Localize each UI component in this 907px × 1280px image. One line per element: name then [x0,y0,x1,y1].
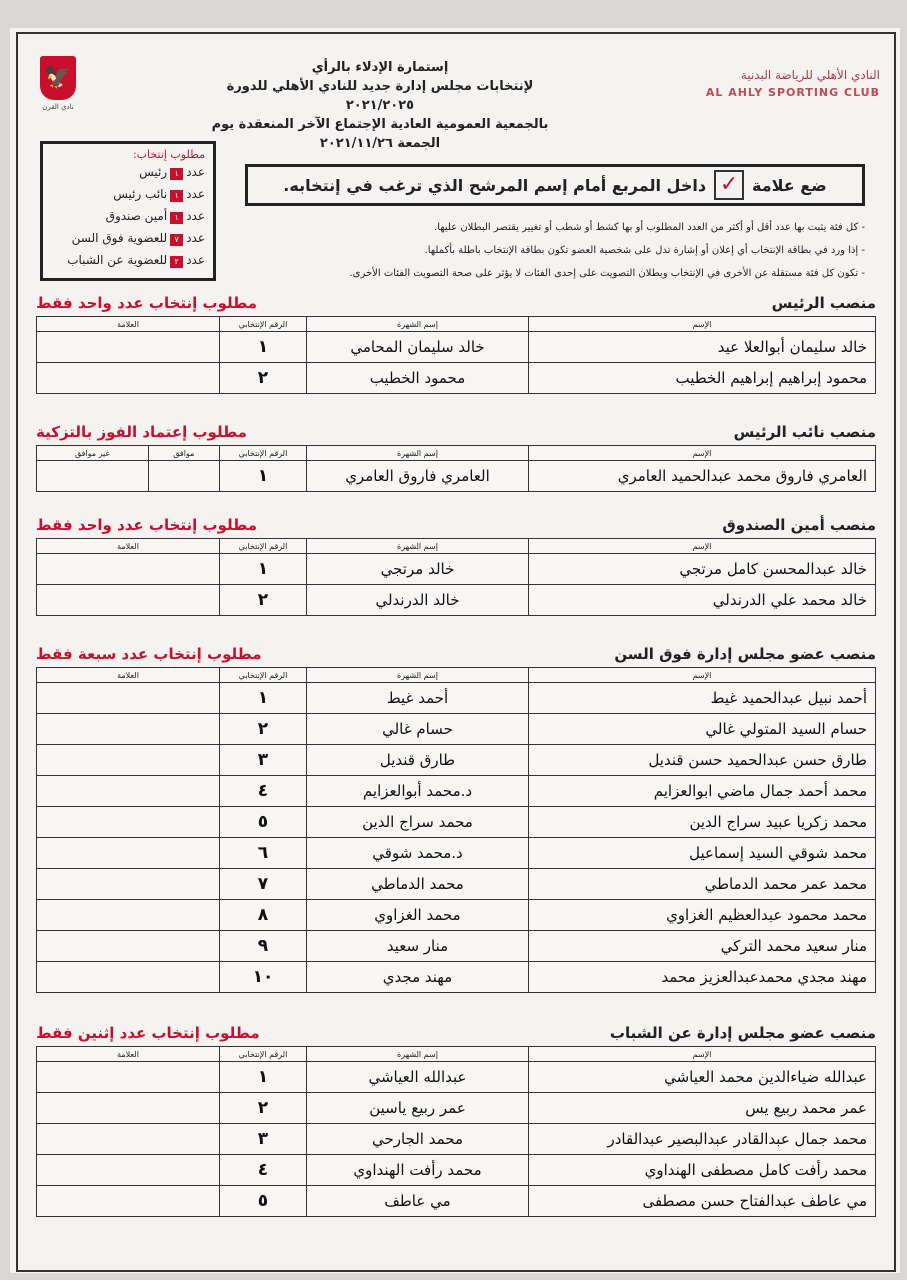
required-word: عدد [186,231,205,245]
required-count: ٧ [170,234,183,246]
candidate-name: عمر محمد ربيع يس [529,1093,876,1124]
mark-box[interactable] [37,1124,220,1155]
required-count: ١ [170,212,183,224]
col-mark: العلامة [37,539,220,554]
section-title: منصب أمين الصندوق [722,516,876,534]
section-title: منصب عضو مجلس إدارة عن الشباب [609,1024,876,1042]
mark-box[interactable] [37,931,220,962]
required-word: عدد [186,209,205,223]
header-line: لإنتخابات مجلس إدارة جديد للنادي الأهلي للدورة ٢٠٢١/٢٠٢٥ [226,79,534,113]
required-word: عدد [186,187,205,201]
candidate-name: خالد سليمان أبوالعلا عيد [529,332,876,363]
candidate-name: محمد عمر محمد الدماطي [529,869,876,900]
col-nickname: إسم الشهرة [307,668,529,683]
table-row [37,1186,876,1217]
mark-box[interactable] [37,869,220,900]
candidates-table [36,316,876,394]
club-name-arabic: النادي الأهلي للرياضة البدنية [740,68,880,82]
required-label: للعضوية عن الشباب [67,253,168,267]
agree-box[interactable] [148,461,219,492]
candidate-nickname: عمر ربيع ياسين [307,1093,529,1124]
table-row [37,931,876,962]
candidate-name: خالد محمد علي الدرندلي [529,585,876,616]
table-row [37,1124,876,1155]
section-1 [36,423,876,492]
candidate-nickname: عبدالله العياشي [307,1062,529,1093]
header-line: بالجمعية العمومية العادية الإجتماع الآخر المنعقدة يوم الجمعة ٢٠٢١/١١/٢٦ [211,117,549,151]
candidate-name: مي عاطف عبدالفتاح حسن مصطفى [529,1186,876,1217]
candidate-name: محمد جمال عبدالقادر عبدالبصير عبدالقادر [529,1124,876,1155]
table-row [37,776,876,807]
candidate-nickname: محمد رأفت الهنداوي [307,1155,529,1186]
col-agree: موافق [148,446,219,461]
candidate-number: ٤ [220,1155,307,1186]
col-name: الإسم [529,317,876,332]
candidate-nickname: خالد الدرندلي [307,585,529,616]
mark-box[interactable] [37,900,220,931]
club-name [706,68,880,99]
required-item [51,205,205,227]
candidate-nickname: أحمد غيط [307,683,529,714]
table-row [37,869,876,900]
col-mark: العلامة [37,1047,220,1062]
instruction-text: داخل المربع أمام إسم المرشح الذي ترغب في إنتخابه. [283,175,707,195]
candidates-table [36,667,876,993]
table-row [37,714,876,745]
candidate-number: ٢ [220,585,307,616]
required-label: أمين صندوق [105,209,168,223]
col-mark: العلامة [37,317,220,332]
required-item [51,249,205,271]
candidate-nickname: محمد الدماطي [307,869,529,900]
required-count: ١ [170,190,183,202]
section-0 [36,294,876,394]
candidate-number: ٧ [220,869,307,900]
rules-list [245,216,865,285]
col-nickname: إسم الشهرة [307,317,529,332]
section-note: مطلوب إنتخاب عدد واحد فقط [36,294,258,312]
instruction-box [245,164,865,206]
candidate-name: محمد زكريا عبيد سراج الدين [529,807,876,838]
mark-box[interactable] [37,585,220,616]
candidate-name: حسام السيد المتولي غالي [529,714,876,745]
candidate-nickname: خالد مرتجي [307,554,529,585]
table-row [37,554,876,585]
col-number: الرقم الإنتخابي [220,1047,307,1062]
col-name: الإسم [529,1047,876,1062]
col-name: الإسم [529,668,876,683]
mark-box[interactable] [37,1155,220,1186]
table-row [37,1062,876,1093]
col-number: الرقم الإنتخابي [220,446,307,461]
candidate-nickname: د.محمد شوقي [307,838,529,869]
mark-box[interactable] [37,807,220,838]
table-row [37,1093,876,1124]
section-2 [36,516,876,616]
required-item [51,161,205,183]
club-name-english: AL AHLY SPORTING CLUB [705,86,880,99]
section-note: مطلوب إعتماد الفوز بالتزكية [36,423,247,441]
table-row [37,1155,876,1186]
candidate-name: محمد شوقي السيد إسماعيل [529,838,876,869]
candidate-number: ٦ [220,838,307,869]
candidate-name: محمد محمود عبدالعظيم الغزاوي [529,900,876,931]
required-count: ١ [170,168,183,180]
mark-box[interactable] [37,838,220,869]
col-name: الإسم [529,539,876,554]
mark-box[interactable] [37,745,220,776]
candidate-nickname: محمد سراج الدين [307,807,529,838]
candidate-name: محمد رأفت كامل مصطفى الهنداوي [529,1155,876,1186]
required-count: ٢ [170,256,183,268]
table-row [37,683,876,714]
required-word: عدد [186,165,205,179]
candidates-table [36,538,876,616]
table-row [37,461,876,492]
col-number: الرقم الإنتخابي [220,539,307,554]
col-nickname: إسم الشهرة [307,539,529,554]
candidate-name: طارق حسن عبدالحميد حسن قنديل [529,745,876,776]
candidate-nickname: محمد الغزاوي [307,900,529,931]
col-disagree: غير موافق [37,446,149,461]
candidate-number: ١ [220,554,307,585]
mark-box[interactable] [37,1186,220,1217]
table-row [37,807,876,838]
candidate-nickname: حسام غالي [307,714,529,745]
candidate-number: ٢ [220,714,307,745]
mark-box[interactable] [37,363,220,394]
candidate-nickname: محمود الخطيب [307,363,529,394]
rule: - كل فئة يثبت بها عدد أقل أو أكثر من العدد المطلوب أو بها كشط أو شطب أو تغيير يقتصر البطلان عليها. [434,222,865,233]
section-note: مطلوب إنتخاب عدد واحد فقط [36,516,258,534]
required-label: رئيس [139,165,168,179]
mark-box[interactable] [37,776,220,807]
mark-box[interactable] [37,1093,220,1124]
section-note: مطلوب إنتخاب عدد سبعة فقط [36,645,262,663]
form-header [210,58,550,153]
candidate-number: ٤ [220,776,307,807]
candidate-nickname: مي عاطف [307,1186,529,1217]
section-title: منصب الرئيس [771,294,876,312]
candidate-name: العامري فاروق محمد عبدالحميد العامري [529,461,876,492]
required-label: نائب رئيس [113,187,168,201]
col-nickname: إسم الشهرة [307,446,529,461]
col-nickname: إسم الشهرة [307,1047,529,1062]
candidate-name: محمد أحمد جمال ماضي ابوالعزايم [529,776,876,807]
candidate-nickname: طارق قنديل [307,745,529,776]
instruction-text: ضع علامة [752,175,827,195]
col-number: الرقم الإنتخابي [220,317,307,332]
eagle-icon: 🦅 [40,56,76,100]
candidate-number: ١ [220,683,307,714]
candidate-nickname: د.محمد أبوالعزايم [307,776,529,807]
col-name: الإسم [529,446,876,461]
candidate-number: ١ [220,332,307,363]
mark-box[interactable] [37,962,220,993]
required-word: عدد [186,253,205,267]
table-row [37,900,876,931]
candidate-number: ٨ [220,900,307,931]
required-title: مطلوب إنتخاب: [132,148,205,161]
candidate-number: ٢ [220,363,307,394]
section-title: منصب عضو مجلس إدارة فوق السن [614,645,876,663]
candidate-number: ١ [220,461,307,492]
mark-box[interactable] [37,683,220,714]
required-item [51,227,205,249]
candidate-number: ٥ [220,1186,307,1217]
table-row [37,962,876,993]
col-mark: العلامة [37,668,220,683]
required-label: للعضوية فوق السن [71,231,168,245]
mark-box[interactable] [37,332,220,363]
candidate-name: عبدالله ضياءالدين محمد العياشي [529,1062,876,1093]
candidate-number: ٩ [220,931,307,962]
table-row [37,585,876,616]
candidate-number: ١٠ [220,962,307,993]
candidates-table [36,1046,876,1217]
candidate-name: خالد عبدالمحسن كامل مرتجي [529,554,876,585]
mark-box[interactable] [37,1062,220,1093]
section-4 [36,1024,876,1217]
rule: - تكون كل فئة مستقلة عن الأخرى في الإنتخاب وبطلان التصويت على إحدى الفئات لا يؤثر على صحة التصويت الفئات الأخرى. [349,268,865,279]
candidate-number: ٣ [220,745,307,776]
candidate-number: ٥ [220,807,307,838]
candidate-number: ٣ [220,1124,307,1155]
section-title: منصب نائب الرئيس [733,423,876,441]
mark-box[interactable] [37,554,220,585]
table-row [37,838,876,869]
checkmark-icon: ✓ [714,170,744,200]
candidate-nickname: مهند مجدي [307,962,529,993]
disagree-box[interactable] [37,461,149,492]
table-row [37,363,876,394]
table-row [37,332,876,363]
header-line: إستمارة الإدلاء بالرأي [311,60,449,75]
col-number: الرقم الإنتخابي [220,668,307,683]
required-box [40,141,216,281]
section-3 [36,645,876,993]
logo-caption: نادي القرن [42,103,74,111]
rule: - إذا ورد في بطاقة الإنتخاب أي إعلان أو إشارة تدل على شخصية العضو تكون بطاقة الإنتخاب باطلة بأكملها. [424,245,865,256]
candidate-nickname: خالد سليمان المحامي [307,332,529,363]
candidate-name: مهند مجدي محمدعبدالعزيز محمد [529,962,876,993]
section-note: مطلوب إنتخاب عدد إثنين فقط [36,1024,260,1042]
table-row [37,745,876,776]
candidate-nickname: محمد الجارحي [307,1124,529,1155]
mark-box[interactable] [37,714,220,745]
candidate-number: ١ [220,1062,307,1093]
candidates-table [36,445,876,492]
candidate-name: منار سعيد محمد التركي [529,931,876,962]
candidate-nickname: منار سعيد [307,931,529,962]
candidate-name: محمود إبراهيم إبراهيم الخطيب [529,363,876,394]
candidate-nickname: العامري فاروق العامري [307,461,529,492]
candidate-number: ٢ [220,1093,307,1124]
required-item [51,183,205,205]
club-logo [38,56,78,116]
candidate-name: أحمد نبيل عبدالحميد غيط [529,683,876,714]
ballot-page [10,28,900,1273]
